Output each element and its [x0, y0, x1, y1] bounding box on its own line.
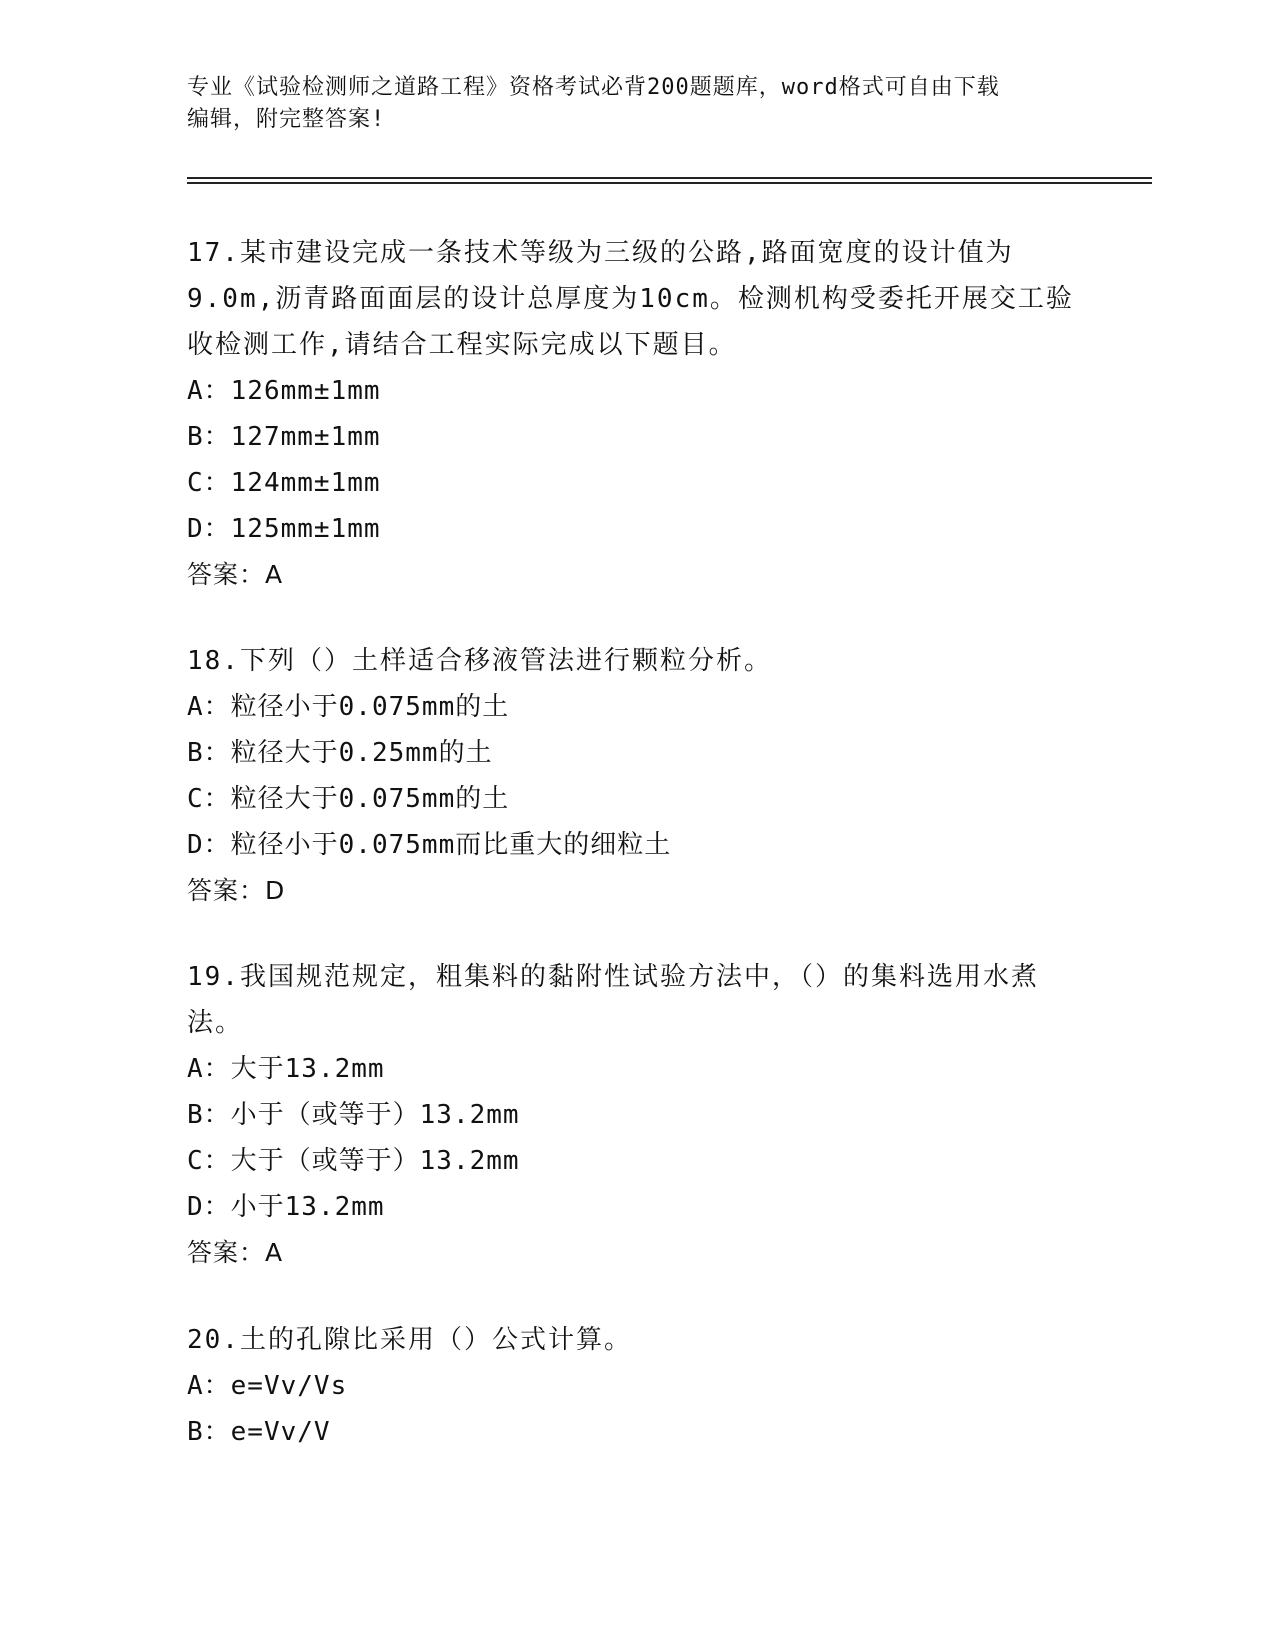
- header-line-2: 编辑，附完整答案!: [187, 107, 386, 132]
- answer: 答案：A: [187, 1238, 284, 1267]
- option-b: B：小于（或等于）13.2mm: [187, 1100, 520, 1130]
- answer: 答案：D: [187, 876, 286, 905]
- option-b: B：e=Vv/V: [187, 1417, 331, 1447]
- option-c: C：粒径大于0.075mm的土: [187, 784, 510, 814]
- header-divider-top: [187, 177, 1152, 179]
- header-line-1: 专业《试验检测师之道路工程》资格考试必背200题题库，word格式可自由下载: [187, 75, 1000, 100]
- question-stem: 17.某市建设完成一条技术等级为三级的公路,路面宽度的设计值为9.0m,沥青路面面层的设计总厚度为10cm。检测机构受委托开展交工验收检测工作,请结合工程实际完成以下题目。: [187, 238, 1074, 360]
- option-a: A：大于13.2mm: [187, 1054, 385, 1084]
- question-stem: 19.我国规范规定，粗集料的黏附性试验方法中，（）的集料选用水煮法。: [187, 962, 1039, 1038]
- header-divider-bottom: [187, 182, 1152, 184]
- option-b: B：127mm±1mm: [187, 422, 381, 452]
- option-a: A：e=Vv/Vs: [187, 1371, 348, 1401]
- question-stem: 20.土的孔隙比采用（）公式计算。: [187, 1325, 632, 1355]
- option-d: D：小于13.2mm: [187, 1192, 385, 1222]
- question-18: [187, 638, 1087, 914]
- option-d: D：粒径小于0.075mm而比重大的细粒土: [187, 830, 672, 860]
- option-c: C：124mm±1mm: [187, 468, 381, 498]
- option-c: C：大于（或等于）13.2mm: [187, 1146, 520, 1176]
- option-a: A：126mm±1mm: [187, 376, 381, 406]
- option-a: A：粒径小于0.075mm的土: [187, 692, 510, 722]
- option-d: D：125mm±1mm: [187, 514, 381, 544]
- question-stem: 18.下列（）土样适合移液管法进行颗粒分析。: [187, 646, 772, 676]
- option-b: B：粒径大于0.25mm的土: [187, 738, 493, 768]
- question-17: [187, 230, 1087, 598]
- question-19: [187, 954, 1087, 1276]
- question-20: [187, 1317, 1087, 1455]
- document-header: [187, 72, 1067, 136]
- answer: 答案：A: [187, 560, 284, 589]
